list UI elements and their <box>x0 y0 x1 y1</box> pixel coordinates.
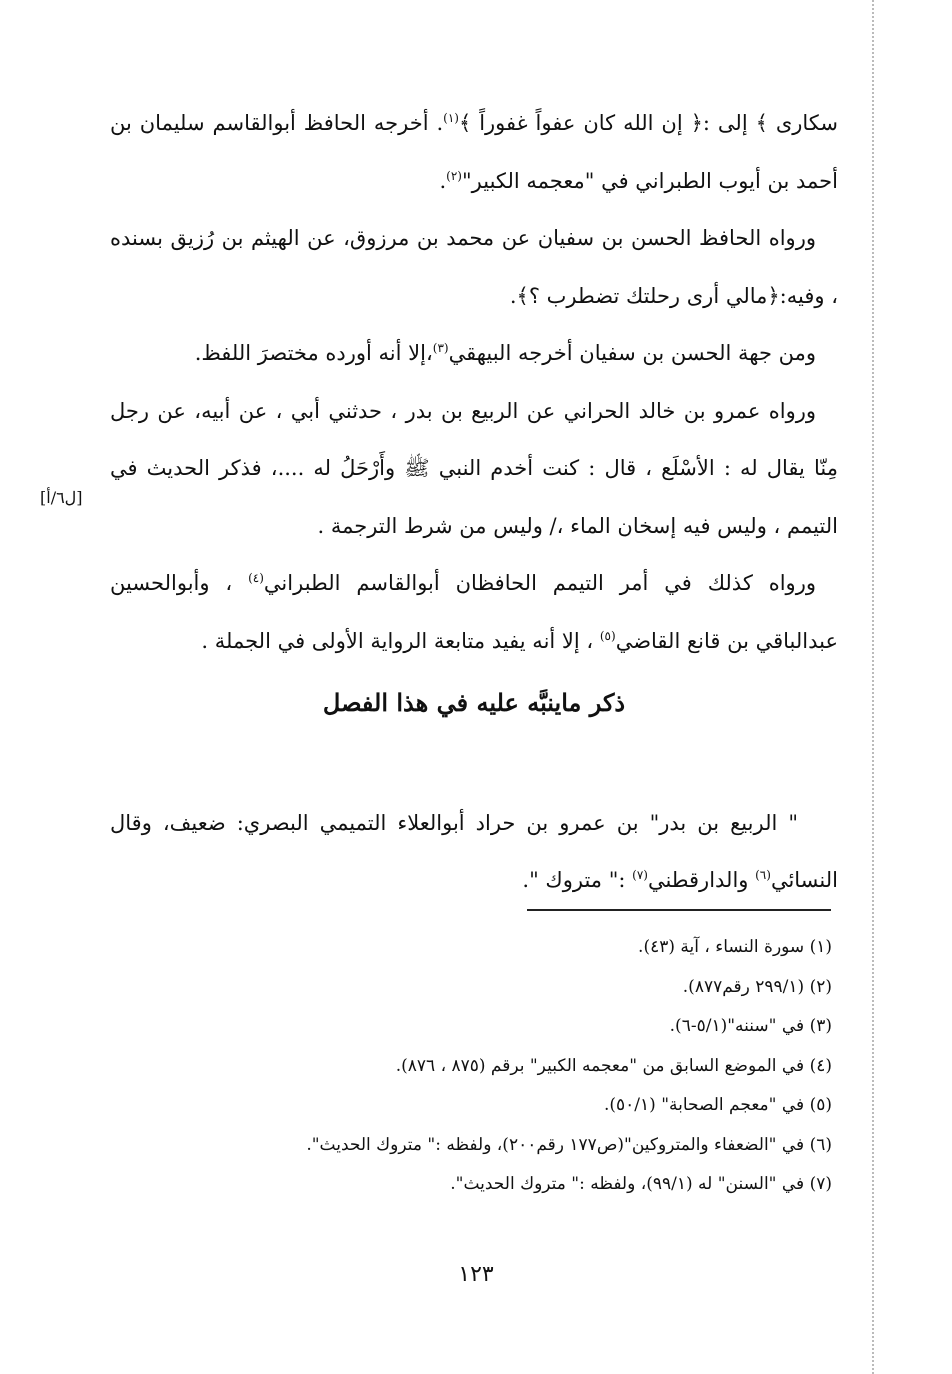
paragraph-3-text-b: ،إلا أنه أورده مختصرَ اللفظ. <box>194 341 433 365</box>
paragraph-3-text-a: ومن جهة الحسن بن سفيان أخرجه البيهقي <box>448 341 816 365</box>
section-paragraph <box>110 795 838 909</box>
footnote-ref-4[interactable]: (٤) <box>248 571 264 585</box>
footnote-7: (٧) في "السنن" له (٩٩/١)، ولفظه :" متروك الحديث". <box>450 1174 832 1194</box>
footnote-3: (٣) في "سننه"(٥/١-٦). <box>669 1016 832 1036</box>
section-heading: ذكر ماينبَّه عليه في هذا الفصل <box>322 688 626 717</box>
section-text-c: :" متروك ". <box>522 868 633 892</box>
margin-folio-note: [ل٦/أ] <box>40 488 83 507</box>
footnote-6: (٦) في "الضعفاء والمتروكين"(ص١٧٧ رقم٢٠٠)، ولفظه :" متروك الحديث". <box>306 1134 832 1155</box>
paragraph-5 <box>110 555 838 670</box>
paragraph-3 <box>110 325 838 383</box>
paragraph-1-text-b: . أخرجه الحافظ أبوالقاسم سليمان بن أحمد بن أيوب الطبراني في "معجمه الكبير" <box>110 111 838 193</box>
paragraph-5-text-c: ، إلا أنه يفيد متابعة الرواية الأولى في الجملة . <box>201 628 600 653</box>
footnote-2: (٢) (٢٩٩/١ رقم٨٧٧). <box>682 976 832 997</box>
section-text-b: والدارقطني <box>647 868 756 892</box>
footnote-ref-7[interactable]: (٧) <box>632 868 648 882</box>
paragraph-4: ورواه عمرو بن خالد الحراني عن الربيع بن بدر ، حدثني أبي ، عن أبيه، عن رجل مِنّا يقال له : الأسْلَع ، قال : كنت أخدم النبي ﷺ وأَرْحَلُ له ....، فذكر الحديث في التيمم ، وليس فيه إسخان الماء ،/ وليس من شرط الترجمة . <box>110 398 838 538</box>
section-body-text <box>110 795 838 909</box>
footnote-ref-1[interactable]: (١) <box>443 111 459 125</box>
paragraph-1 <box>110 95 838 210</box>
footnote-separator <box>527 909 831 911</box>
footnotes-list <box>150 928 832 1205</box>
footnote-4: (٤) في الموضع السابق من "معجمه الكبير" برقم (٨٧٥ ، ٨٧٦). <box>395 1055 832 1076</box>
section-text-a: " الربيع بن بدر" بن عمرو بن حراد أبوالعلاء التميمي البصري: ضعيف، وقال النسائي <box>110 811 838 892</box>
footnote-1: (١) سورة النساء ، آية (٤٣). <box>638 937 832 957</box>
footnote-5: (٥) في "معجم الصحابة" (٥٠/١). <box>603 1095 832 1115</box>
main-body-text <box>110 95 838 670</box>
footnote-ref-5[interactable]: (٥) <box>599 628 616 643</box>
footnote-ref-3[interactable]: (٣) <box>432 341 449 355</box>
paragraph-1-text-c: . <box>439 168 447 193</box>
footnote-ref-2[interactable]: (٢) <box>446 168 462 183</box>
page-number: ١٢٣ <box>458 1262 494 1287</box>
paragraph-5-text-b: ، وأبوالحسين عبدالباقي بن قانع القاضي <box>110 571 838 653</box>
page-edge-dots <box>872 0 874 1374</box>
paragraph-5-text-a: ورواه كذلك في أمر التيمم الحافظان أبوالقاسم الطبراني <box>263 571 816 595</box>
paragraph-2: ورواه الحافظ الحسن بن سفيان عن محمد بن مرزوق، عن الهيثم بن رُزيق بسنده ، وفيه:﴿مالي أرى رحلتك تضطرب ؟﴾. <box>110 226 838 308</box>
paragraph-1-text-a: سكارى ﴾ إلى :﴿ إن الله كان عفواً غفوراً ﴾ <box>458 111 838 135</box>
footnote-ref-6[interactable]: (٦) <box>755 868 771 882</box>
